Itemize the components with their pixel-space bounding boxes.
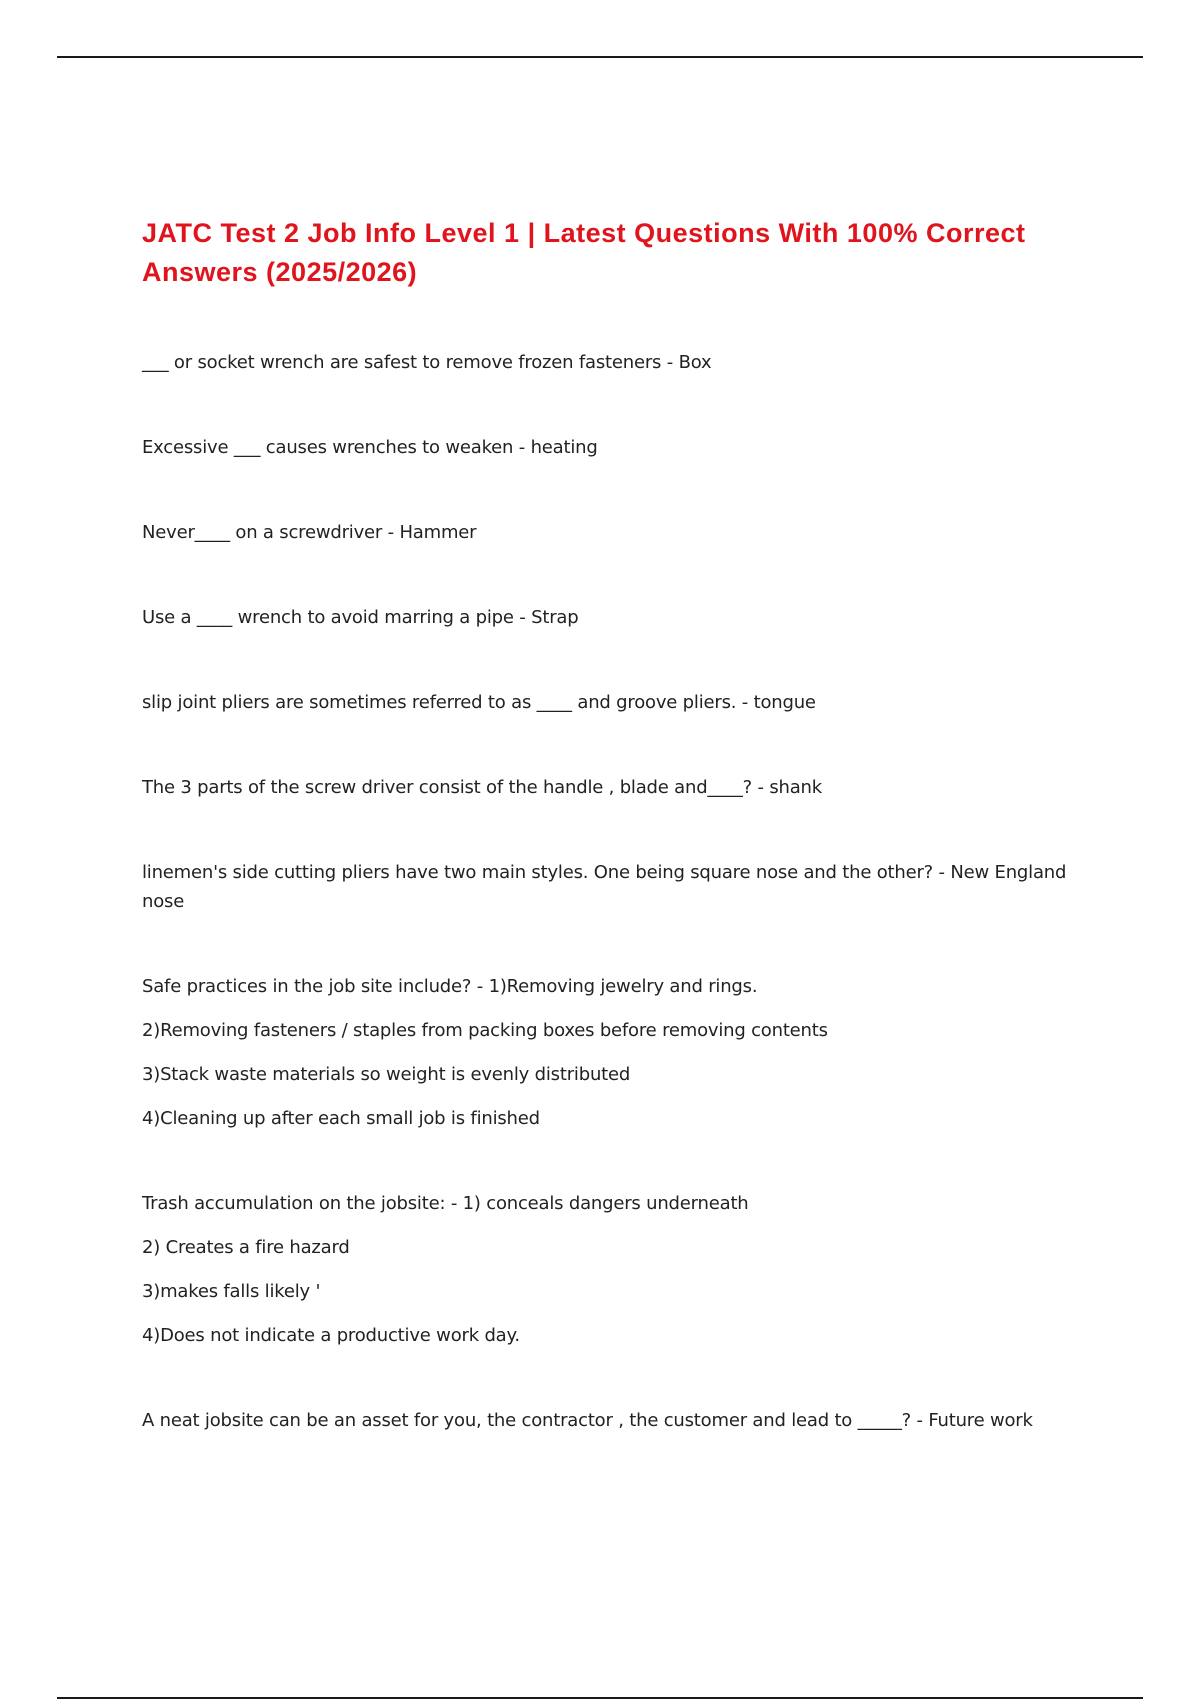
qa-item bbox=[142, 433, 1102, 462]
qa-text: A neat jobsite can be an asset for you, the contractor , the customer and lead to _____? - Future work bbox=[142, 1410, 1033, 1431]
qa-text: ___ or socket wrench are safest to remove frozen fasteners - Box bbox=[142, 352, 712, 373]
qa-text: slip joint pliers are sometimes referred to as ____ and groove pliers. - tongue bbox=[142, 692, 816, 713]
qa-list bbox=[142, 348, 1102, 1435]
qa-step: 4)Cleaning up after each small job is finished bbox=[142, 1108, 540, 1129]
qa-step: 2)Removing fasteners / staples from packing boxes before removing contents bbox=[142, 1020, 828, 1041]
qa-item bbox=[142, 1406, 1102, 1435]
qa-text: Use a ____ wrench to avoid marring a pipe - Strap bbox=[142, 607, 579, 628]
qa-text: Never____ on a screwdriver - Hammer bbox=[142, 522, 477, 543]
qa-text: Excessive ___ causes wrenches to weaken - heating bbox=[142, 437, 598, 458]
qa-text: linemen's side cutting pliers have two main styles. One being square nose and the other? - New England nose bbox=[142, 862, 1067, 912]
qa-item bbox=[142, 1189, 1102, 1350]
bottom-rule bbox=[57, 1697, 1143, 1699]
qa-step: 3)Stack waste materials so weight is evenly distributed bbox=[142, 1064, 631, 1085]
qa-item bbox=[142, 688, 1102, 717]
top-rule bbox=[57, 56, 1143, 58]
qa-step: 2) Creates a fire hazard bbox=[142, 1237, 350, 1258]
qa-text: Trash accumulation on the jobsite: - 1) conceals dangers underneath bbox=[142, 1193, 749, 1214]
qa-text: The 3 parts of the screw driver consist of the handle , blade and____? - shank bbox=[142, 777, 822, 798]
document-title: JATC Test 2 Job Info Level 1 | Latest Questions With 100% Correct Answers (2025/2026) bbox=[142, 218, 1026, 287]
qa-item bbox=[142, 972, 1102, 1133]
qa-step: 4)Does not indicate a productive work day. bbox=[142, 1325, 520, 1346]
qa-item bbox=[142, 858, 1102, 916]
qa-text: Safe practices in the job site include? - 1)Removing jewelry and rings. bbox=[142, 976, 758, 997]
qa-item bbox=[142, 773, 1102, 802]
qa-item bbox=[142, 518, 1102, 547]
document-page bbox=[142, 214, 1102, 1491]
qa-item bbox=[142, 603, 1102, 632]
qa-item bbox=[142, 348, 1102, 377]
qa-step: 3)makes falls likely ' bbox=[142, 1281, 321, 1302]
